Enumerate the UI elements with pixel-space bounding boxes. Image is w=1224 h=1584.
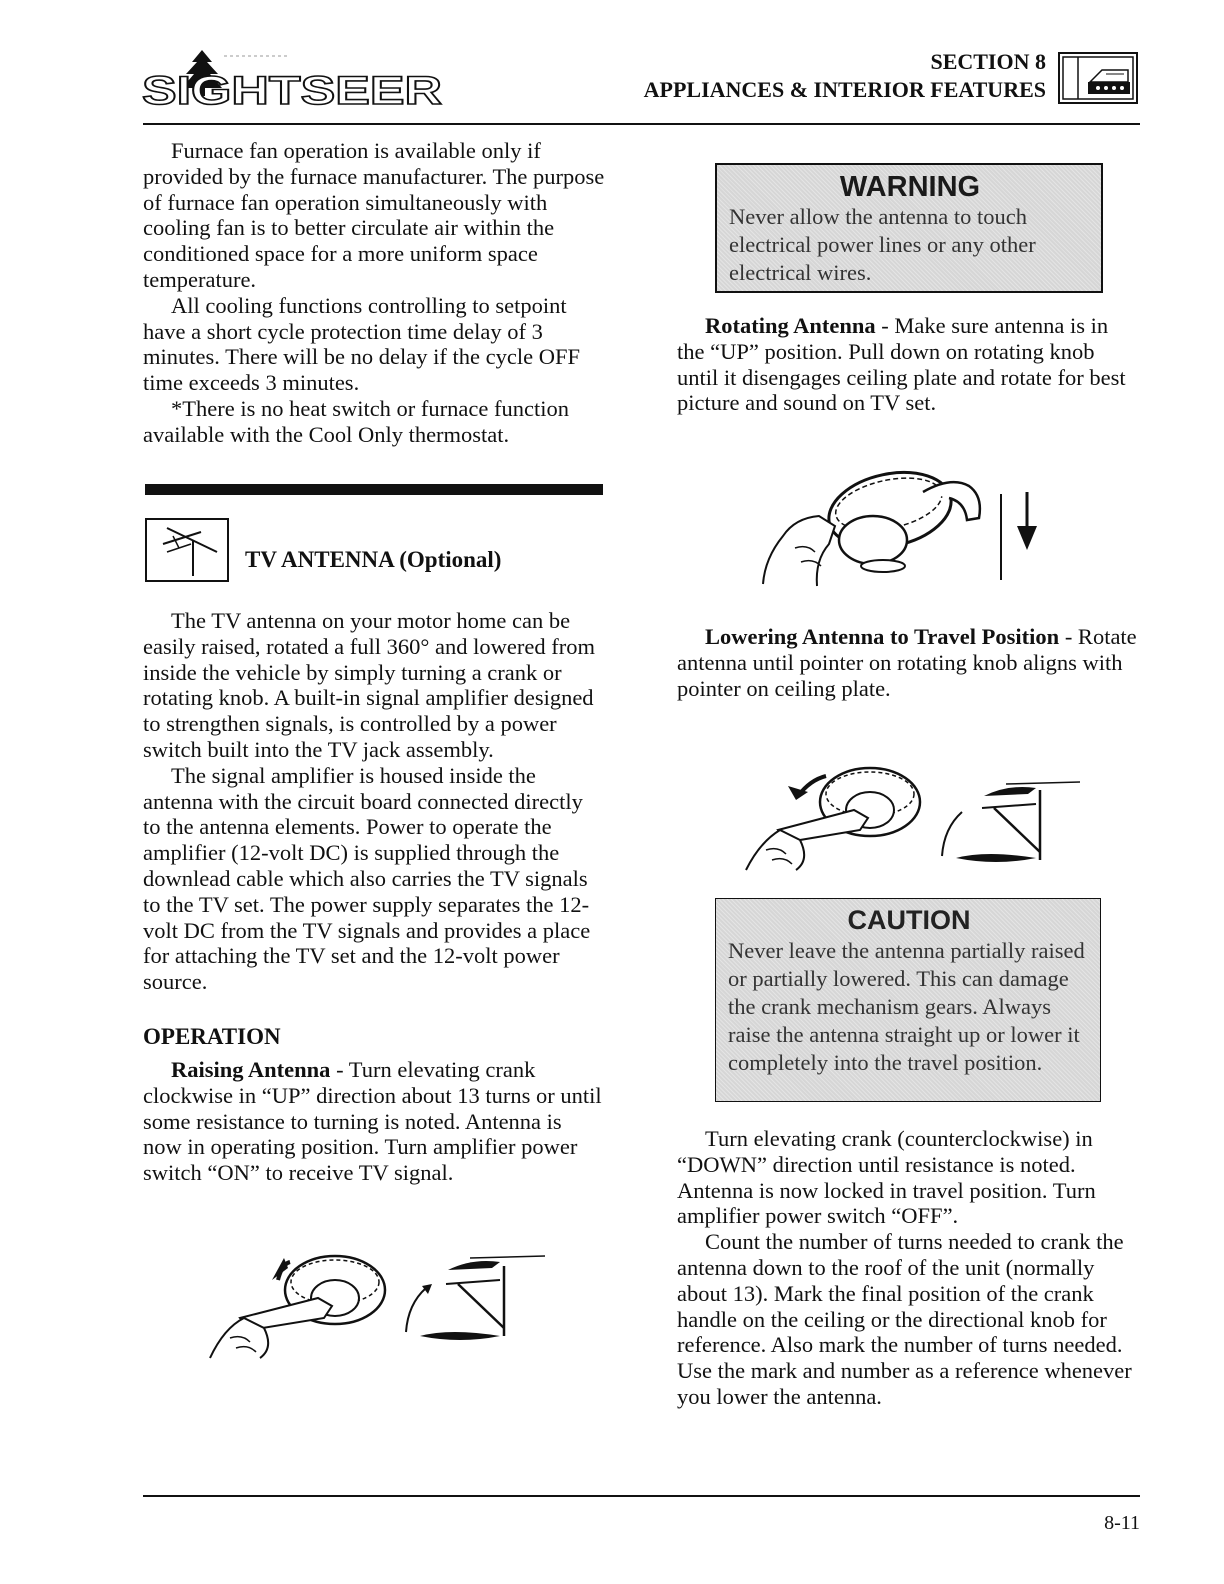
tv-antenna-section (143, 608, 605, 995)
section-number: SECTION 8 (930, 49, 1046, 74)
section-divider (145, 484, 603, 495)
rotating-section (677, 313, 1139, 416)
raising-label: Raising Antenna (171, 1057, 331, 1082)
operation-heading: OPERATION (143, 1024, 281, 1049)
footer-rule (143, 1495, 1140, 1497)
lowering-paragraph (677, 624, 1139, 701)
sightseer-logo (140, 48, 450, 108)
rotating-label: Rotating Antenna (705, 313, 876, 338)
furnace-paragraph-3: *There is no heat switch or furnace function available with the Cool Only thermostat. (143, 395, 569, 447)
lowering-text: - Rotate antenna until pointer on rotating knob aligns with pointer on ceiling plate. (677, 624, 1137, 701)
lowering-section (677, 624, 1139, 701)
logo-text: SIGHTSEER (142, 69, 443, 108)
raising-text: - Turn elevating crank clockwise in “UP” direction about 13 turns or until some resistance to turning is noted. Antenna is now in operating position. Turn amplifier power switch “ON” to receive TV signal. (143, 1057, 602, 1186)
travel-section (677, 1126, 1139, 1410)
caution-text: Never leave the antenna partially raised or partially lowered. This can damage the crank mechanism gears. Always raise the antenna straight up or lower it completely into the travel position. (728, 938, 1085, 1075)
tv-paragraph-2: The signal amplifier is housed inside the antenna with the circuit board connected directly to the antenna elements. Power to operate the amplifier (12-volt DC) is supplied through the downlead cable which also carries the TV signals to the TV set. The power supply separates the 12-volt DC from the TV signals and provides a place for attaching the TV set and the 12-volt power source. (143, 762, 591, 995)
furnace-paragraph-1: Furnace fan operation is available only if provided by the furnace manufacturer. The purpose of furnace fan operation simultaneously with cooling fan is to better circulate air within the conditioned space for a more uniform space temperature. (143, 138, 605, 292)
tv-antenna-heading: TV ANTENNA (Optional) (245, 547, 502, 572)
caution-title: CAUTION (847, 905, 971, 935)
rotating-paragraph (677, 313, 1139, 416)
caution-box (715, 898, 1101, 1102)
lowering-illustration (740, 762, 1090, 877)
header-rule (143, 123, 1140, 125)
tv-paragraph-1: The TV antenna on your motor home can be easily raised, rotated a full 360° and lowered from inside the vehicle by simply turning a crank or rotating knob. A built-in signal amplifier designed to strengthen signals, is controlled by a power switch built into the TV jack assembly. (143, 608, 595, 762)
raising-section (143, 1057, 605, 1186)
lowering-label: Lowering Antenna to Travel Position (705, 624, 1060, 649)
appliance-range-icon (1058, 52, 1138, 104)
count-paragraph: Count the number of turns needed to crank the antenna down to the roof of the unit (normally about 13). Mark the final position of the crank handle on the ceiling or the directional knob for reference. Also mark the number of turns needed. Use the mark and number as a reference whenever you lower the antenna. (677, 1229, 1132, 1409)
warning-text: Never allow the antenna to touch electrical power lines or any other electrical wires. (729, 204, 1036, 285)
section-title: APPLIANCES & INTERIOR FEATURES (643, 77, 1046, 102)
tv-antenna-icon (145, 518, 229, 582)
raising-paragraph (143, 1057, 605, 1186)
rotating-illustration (755, 462, 1055, 590)
section-header (644, 48, 1046, 104)
raising-illustration (200, 1248, 550, 1363)
furnace-section (143, 138, 605, 448)
rotating-text: - Make sure antenna is in the “UP” position. Pull down on rotating knob until it disengages ceiling plate and rotate for best picture and sound on TV set. (677, 313, 1126, 416)
warning-title: WARNING (839, 171, 981, 203)
page-number: 8-11 (1104, 1512, 1140, 1534)
furnace-paragraph-2: All cooling functions controlling to setpoint have a short cycle protection time delay of 3 minutes. There will be no delay if the cycle OFF time exceeds 3 minutes. (143, 292, 580, 396)
turn-paragraph: Turn elevating crank (counterclockwise) in “DOWN” direction until resistance is noted. Antenna is now locked in travel position. Turn amplifier power switch “OFF”. (677, 1126, 1096, 1229)
warning-box (715, 163, 1103, 293)
